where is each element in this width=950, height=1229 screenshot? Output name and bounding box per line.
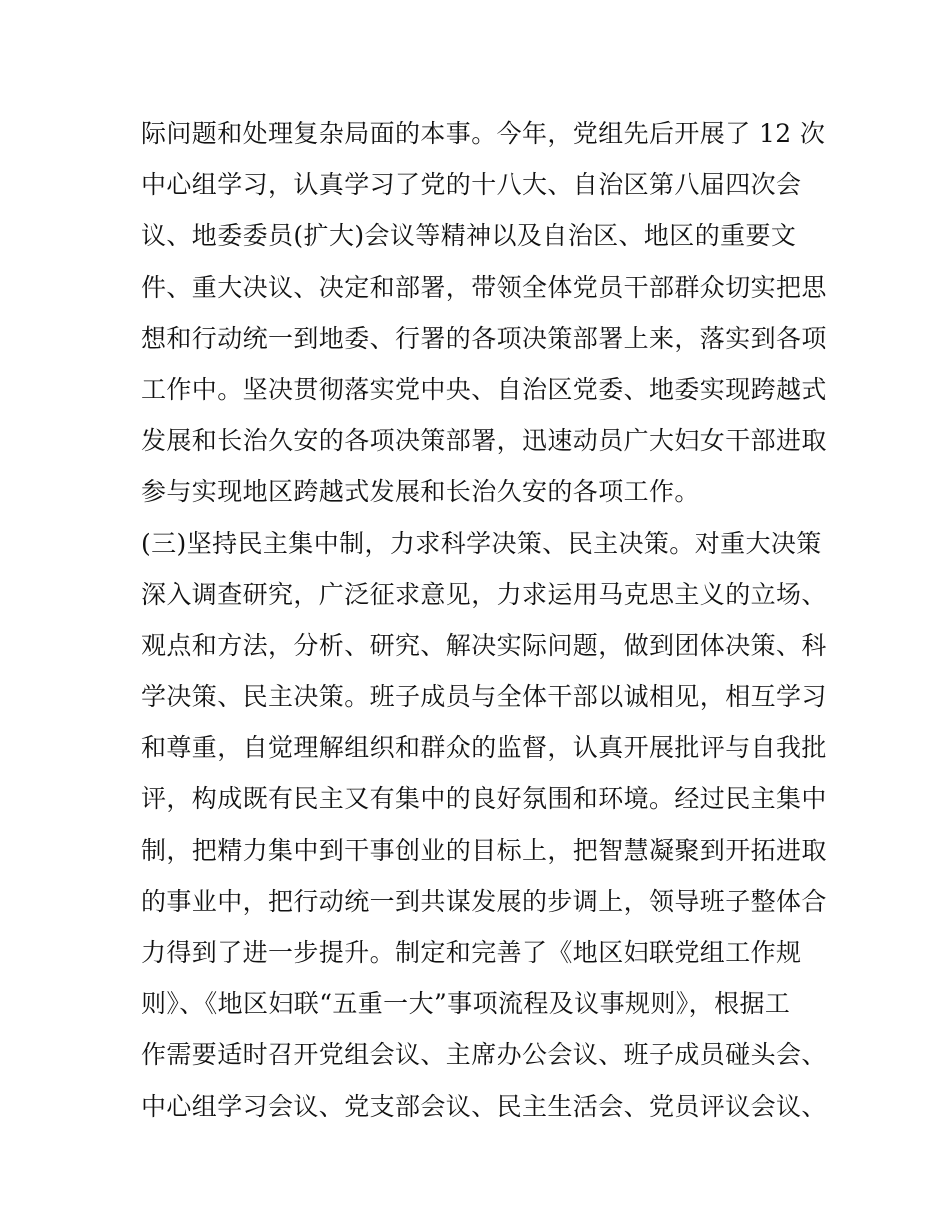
text-line-3: 议、地委委员(扩大)会议等精神以及自治区、地区的重要文 xyxy=(141,221,797,251)
text-line-14: 评，构成既有民主又有集中的良好氛围和环境。经过民主集中 xyxy=(141,784,827,814)
text-line-20: 中心组学习会议、党支部会议、民主生活会、党员评议会议、 xyxy=(141,1091,827,1121)
text-line-15: 制，把精力集中到干事创业的目标上，把智慧凝聚到开拓进取 xyxy=(141,835,827,865)
section-heading-line: (三)坚持民主集中制，力求科学决策、民主决策。对重大决策 xyxy=(141,528,822,558)
text-line-6: 工作中。坚决贯彻落实党中央、自治区党委、地委实现跨越式 xyxy=(141,374,827,404)
text-line-7: 发展和长治久安的各项决策部署，迅速动员广大妇女干部进取 xyxy=(141,426,827,456)
text-line-2: 中心组学习，认真学习了党的十八大、自治区第八届四次会 xyxy=(141,170,802,200)
text-line-11: 观点和方法，分析、研究、解决实际问题，做到团体决策、科 xyxy=(141,630,827,660)
text-line-19: 作需要适时召开党组会议、主席办公会议、班子成员碰头会、 xyxy=(141,1040,827,1070)
text-line-13: 和尊重，自觉理解组织和群众的监督，认真开展批评与自我批 xyxy=(141,733,827,763)
text-line-8: 参与实现地区跨越式发展和长治久安的各项工作。 xyxy=(141,477,700,507)
text-line-1: 际问题和处理复杂局面的本事。今年，党组先后开展了 12 次 xyxy=(141,119,826,148)
text-line-17: 力得到了进一步提升。制定和完善了《地区妇联党组工作规 xyxy=(141,938,802,967)
text-line-10: 深入调查研究，广泛征求意见，力求运用马克思主义的立场、 xyxy=(141,579,827,609)
body-text xyxy=(141,108,827,1132)
text-line-18: 则》、《地区妇联“五重一大”事项流程及议事规则》，根据工 xyxy=(141,989,791,1019)
text-line-12: 学决策、民主决策。班子成员与全体干部以诚相见，相互学习 xyxy=(141,682,827,712)
text-line-5: 想和行动统一到地委、行署的各项决策部署上来，落实到各项 xyxy=(141,323,827,353)
text-line-4: 件、重大决议、决定和部署，带领全体党员干部群众切实把思 xyxy=(141,272,827,302)
text-line-16: 的事业中，把行动统一到共谋发展的步调上，领导班子整体合 xyxy=(141,886,827,916)
